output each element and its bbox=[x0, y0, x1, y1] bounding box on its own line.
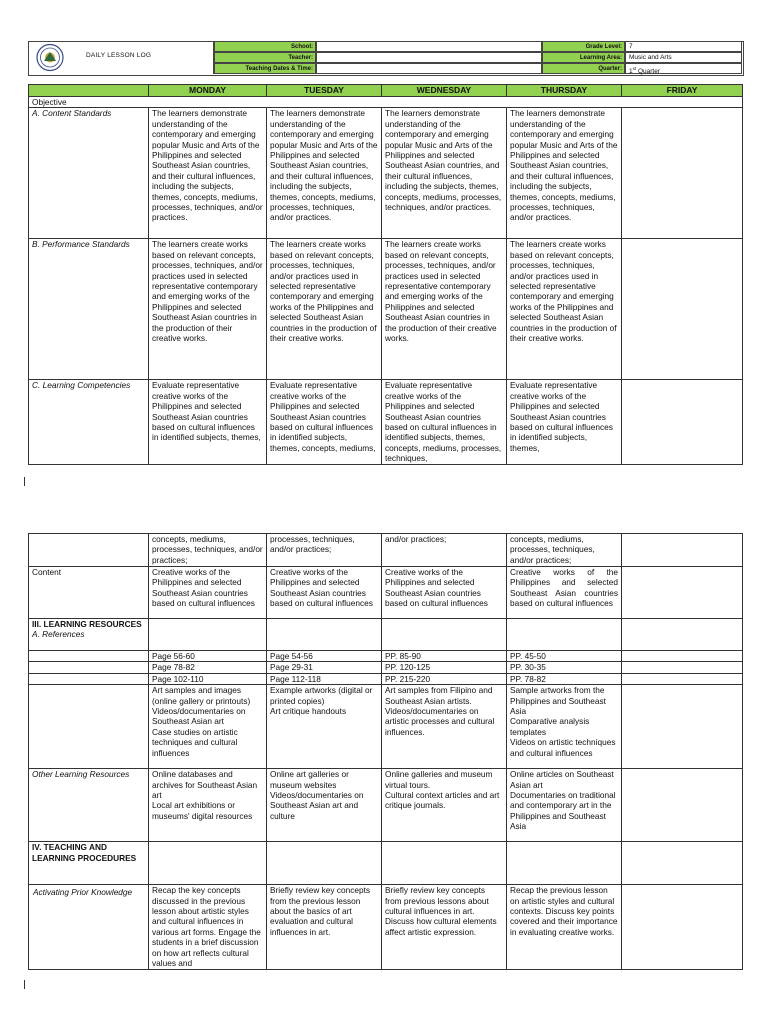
grade-label: Grade Level: bbox=[542, 41, 625, 52]
other-resources-monday[interactable]: Online databases and archives for Southeast Asian art Local art exhibitions or museums' digital resources bbox=[149, 769, 267, 842]
materials-label bbox=[29, 685, 149, 769]
continuation-tuesday[interactable]: processes, techniques, and/or practices; bbox=[267, 534, 382, 567]
ref-row-3 bbox=[29, 673, 743, 684]
materials-tuesday[interactable]: Example artworks (digital or printed copies) Art critique handouts bbox=[267, 685, 382, 769]
ref-thursday[interactable]: PP. 45-50 bbox=[507, 651, 622, 662]
quarter-field[interactable]: 1st Quarter bbox=[625, 63, 742, 74]
other-resources-thursday[interactable]: Online articles on Southeast Asian art Documentaries on traditional and contemporary art in the Philippines and Southeast Asia bbox=[507, 769, 622, 842]
materials-monday[interactable]: Art samples and images (online gallery or printouts) Videos/documentaries on Southeast Asian art Case studies on artistic techniques and cultural influences bbox=[149, 685, 267, 769]
other-resources-row bbox=[29, 769, 743, 842]
prior-knowledge-row bbox=[29, 885, 743, 970]
lesson-table-page2 bbox=[28, 533, 743, 970]
ref-row-1 bbox=[29, 651, 743, 662]
ref-thursday[interactable]: PP. 30-35 bbox=[507, 662, 622, 673]
content-standards-label: A. Content Standards bbox=[29, 108, 149, 239]
ref-wednesday[interactable]: PP. 120-125 bbox=[382, 662, 507, 673]
prior-knowledge-monday[interactable]: Recap the key concepts discussed in the previous lesson about artistic styles and cultural influences in various art forms. Engage the students in a brief discussion on how art reflects cultural values and bbox=[149, 885, 267, 970]
competencies-tuesday[interactable]: Evaluate representative creative works of the Philippines and selected Southeast Asian countries based on cultural influences in identified subjects, themes, concepts, mediums, bbox=[267, 380, 382, 464]
continuation-wednesday[interactable]: and/or practices; bbox=[382, 534, 507, 567]
learning-resources-row bbox=[29, 619, 743, 651]
continuation-row bbox=[29, 534, 743, 567]
resources-friday[interactable] bbox=[622, 619, 743, 651]
performance-standards-monday[interactable]: The learners create works based on relevant concepts, processes, techniques, and/or practices used in selected representative contemporary and emerging works of the Philippines and selected Southeast Asian countries in the production of their creative works. bbox=[149, 239, 267, 380]
teacher-field[interactable] bbox=[316, 52, 542, 63]
continuation-friday[interactable] bbox=[622, 534, 743, 567]
competencies-thursday[interactable]: Evaluate representative creative works of the Philippines and selected Southeast Asian countries based on cultural influences in identified subjects, themes, bbox=[507, 380, 622, 464]
resources-wednesday[interactable] bbox=[382, 619, 507, 651]
area-label: Learning Area: bbox=[542, 52, 625, 63]
performance-standards-wednesday[interactable]: The learners create works based on relevant concepts, processes, techniques, and/or practices used in selected representative contemporary and emerging works of the Philippines and selected Southeast Asian countries in the production of their creative works. bbox=[382, 239, 507, 380]
content-standards-tuesday[interactable]: The learners demonstrate understanding of the contemporary and emerging popular Music and Arts of the Philippines and selected Southeast Asian countries, and their cultural influences, including the subjects, themes, concepts, mediums, processes, techniques, and/or practices. bbox=[267, 108, 382, 239]
school-field[interactable] bbox=[316, 41, 542, 52]
ref-row-label bbox=[29, 673, 149, 684]
content-standards-wednesday[interactable]: The learners demonstrate understanding of the contemporary and emerging popular Music and Arts of the Philippines and selected Southeast Asian countries, and their cultural influences, including the subjects, themes, concepts, mediums, processes, techniques, and/or practices. bbox=[382, 108, 507, 239]
day-tuesday: TUESDAY bbox=[267, 85, 382, 97]
performance-standards-friday[interactable] bbox=[622, 239, 743, 380]
ref-friday[interactable] bbox=[622, 651, 743, 662]
ref-thursday[interactable]: PP. 78-82 bbox=[507, 673, 622, 684]
school-label: School: bbox=[214, 41, 316, 52]
materials-friday[interactable] bbox=[622, 685, 743, 769]
procedures-thursday[interactable] bbox=[507, 842, 622, 885]
ref-friday[interactable] bbox=[622, 662, 743, 673]
ref-monday[interactable]: Page 56-60 bbox=[149, 651, 267, 662]
other-resources-tuesday[interactable]: Online art galleries or museum websites Videos/documentaries on Southeast Asian art and culture bbox=[267, 769, 382, 842]
grade-field[interactable]: 7 bbox=[625, 41, 742, 52]
continuation-monday[interactable]: concepts, mediums, processes, techniques, and/or practices; bbox=[149, 534, 267, 567]
competencies-friday[interactable] bbox=[622, 380, 743, 464]
ref-friday[interactable] bbox=[622, 673, 743, 684]
procedures-tuesday[interactable] bbox=[267, 842, 382, 885]
content-standards-friday[interactable] bbox=[622, 108, 743, 239]
resources-monday[interactable] bbox=[149, 619, 267, 651]
ref-tuesday[interactable]: Page 54-56 bbox=[267, 651, 382, 662]
day-wednesday: WEDNESDAY bbox=[382, 85, 507, 97]
text-cursor bbox=[24, 980, 25, 989]
performance-standards-thursday[interactable]: The learners create works based on relevant concepts, processes, techniques, and/or practices used in selected representative contemporary and emerging works of the Philippines and selected Southeast Asian countries in the production of their creative works. bbox=[507, 239, 622, 380]
performance-standards-label: B. Performance Standards bbox=[29, 239, 149, 380]
text-cursor bbox=[24, 477, 25, 486]
ref-row-label bbox=[29, 662, 149, 673]
content-monday[interactable]: Creative works of the Philippines and selected Southeast Asian countries based on cultural influences bbox=[149, 567, 267, 619]
learning-resources-label bbox=[29, 619, 149, 651]
prior-knowledge-wednesday[interactable]: Briefly review key concepts from previous lessons about cultural influences in art. Discuss how cultural elements affect artistic expression. bbox=[382, 885, 507, 970]
references-subheading: A. References bbox=[32, 629, 85, 640]
teaching-procedures-label: IV. TEACHING AND LEARNING PROCEDURES bbox=[29, 842, 149, 885]
ref-row-label bbox=[29, 651, 149, 662]
teaching-procedures-row bbox=[29, 842, 743, 885]
objective-row bbox=[29, 97, 743, 108]
quarter-label: Quarter: bbox=[542, 63, 625, 74]
content-standards-monday[interactable]: The learners demonstrate understanding of the contemporary and emerging popular Music and Arts of the Philippines and selected Southeast Asian countries, and their cultural influences, including the subjects, themes, concepts, mediums, processes, techniques, and/or practices. bbox=[149, 108, 267, 239]
performance-standards-row bbox=[29, 239, 743, 380]
prior-knowledge-friday[interactable] bbox=[622, 885, 743, 970]
procedures-monday[interactable] bbox=[149, 842, 267, 885]
log-title: DAILY LESSON LOG bbox=[86, 52, 152, 59]
competencies-label: C. Learning Competencies bbox=[29, 380, 149, 464]
content-standards-thursday[interactable]: The learners demonstrate understanding of the contemporary and emerging popular Music and Arts of the Philippines and selected Southeast Asian countries, and their cultural influences, including the subjects, themes, concepts, mediums, processes, techniques, and/or practices. bbox=[507, 108, 622, 239]
learning-resources-heading: III. LEARNING RESOURCES bbox=[32, 619, 142, 629]
resources-tuesday[interactable] bbox=[267, 619, 382, 651]
competencies-monday[interactable]: Evaluate representative creative works of the Philippines and selected Southeast Asian countries based on cultural influences in identified subjects, themes, bbox=[149, 380, 267, 464]
ref-row-2 bbox=[29, 662, 743, 673]
ref-monday[interactable]: Page 78-82 bbox=[149, 662, 267, 673]
other-resources-wednesday[interactable]: Online galleries and museum virtual tours. Cultural context articles and art critique journals. bbox=[382, 769, 507, 842]
competencies-wednesday[interactable]: Evaluate representative creative works of the Philippines and selected Southeast Asian countries based on cultural influences in identified subjects, themes, concepts, mediums, processes, techniques, bbox=[382, 380, 507, 464]
prior-knowledge-label: Activating Prior Knowledge bbox=[29, 885, 149, 970]
ref-wednesday[interactable]: PP. 215-220 bbox=[382, 673, 507, 684]
lesson-table-page1 bbox=[28, 84, 743, 465]
area-field[interactable]: Music and Arts bbox=[625, 52, 742, 63]
content-thursday[interactable]: Creative works of the Philippines and selected Southeast Asian countries based on cultural influences bbox=[507, 567, 622, 619]
competencies-row bbox=[29, 380, 743, 464]
header-divider bbox=[28, 41, 214, 74]
ref-tuesday[interactable]: Page 112-118 bbox=[267, 673, 382, 684]
prior-knowledge-tuesday[interactable]: Briefly review key concepts from the previous lesson about the basics of art evaluation and cultural influences in art. bbox=[267, 885, 382, 970]
ref-monday[interactable]: Page 102-110 bbox=[149, 673, 267, 684]
day-header-row bbox=[29, 85, 743, 97]
content-label: Content bbox=[29, 567, 149, 619]
teacher-label: Teacher: bbox=[214, 52, 316, 63]
performance-standards-tuesday[interactable]: The learners create works based on relevant concepts, processes, techniques, and/or practices used in selected representative contemporary and emerging works of the Philippines and selected Southeast Asian countries in the production of their creative works. bbox=[267, 239, 382, 380]
content-wednesday[interactable]: Creative works of the Philippines and selected Southeast Asian countries based on cultural influences bbox=[382, 567, 507, 619]
content-row bbox=[29, 567, 743, 619]
ref-tuesday[interactable]: Page 29-31 bbox=[267, 662, 382, 673]
materials-wednesday[interactable]: Art samples from Filipino and Southeast Asian artists. Videos/documentaries on artistic processes and cultural influences. bbox=[382, 685, 507, 769]
ref-wednesday[interactable]: PP. 85-90 bbox=[382, 651, 507, 662]
continuation-thursday[interactable]: concepts, mediums, processes, techniques, and/or practices; bbox=[507, 534, 622, 567]
procedures-friday[interactable] bbox=[622, 842, 743, 885]
procedures-wednesday[interactable] bbox=[382, 842, 507, 885]
day-thursday: THURSDAY bbox=[507, 85, 622, 97]
resources-thursday[interactable] bbox=[507, 619, 622, 651]
materials-thursday[interactable]: Sample artworks from the Philippines and Southeast Asia Comparative analysis templates Videos on artistic techniques and cultural influences bbox=[507, 685, 622, 769]
other-resources-friday[interactable] bbox=[622, 769, 743, 842]
materials-row bbox=[29, 685, 743, 769]
other-resources-label: Other Learning Resources bbox=[29, 769, 149, 842]
corner-cell bbox=[29, 85, 149, 97]
content-friday[interactable] bbox=[622, 567, 743, 619]
dates-field[interactable] bbox=[316, 63, 542, 74]
objective-label: Objective bbox=[29, 97, 743, 108]
day-friday: FRIDAY bbox=[622, 85, 743, 97]
content-tuesday[interactable]: Creative works of the Philippines and selected Southeast Asian countries based on cultural influences bbox=[267, 567, 382, 619]
continuation-label bbox=[29, 534, 149, 567]
prior-knowledge-thursday[interactable]: Recap the previous lesson on artistic styles and cultural contexts. Discuss key points covered and their importance in evaluating creative works. bbox=[507, 885, 622, 970]
content-standards-row bbox=[29, 108, 743, 239]
dates-label: Teaching Dates & Time: bbox=[214, 63, 316, 74]
day-monday: MONDAY bbox=[149, 85, 267, 97]
